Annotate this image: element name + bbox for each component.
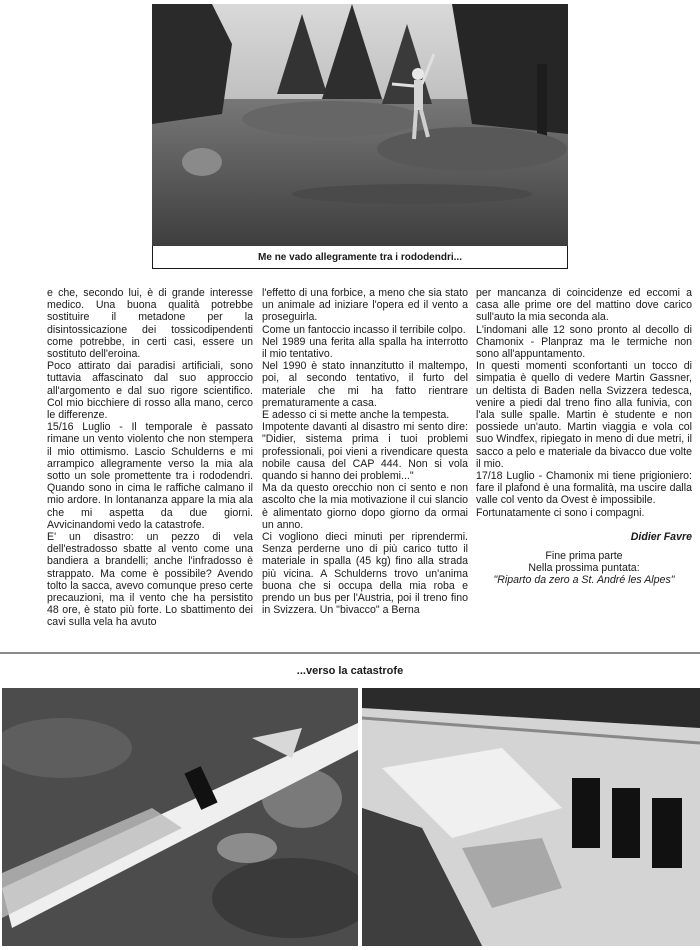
next-episode-title: "Riparto da zero a St. André les Alpes" (493, 574, 675, 587)
paragraph: Ci vogliono dieci minuti per riprendermi. Senza perderne uno di più carico tutto il materiale in spalla (45 kg) fino alla strada più vicina. A Schulderns trovo un'anima buona che si occupa della mia roba e prendo un bus per l'Austria, poi il treno fino in Svizzera. Un "bivacco" a Berna (262, 531, 468, 617)
paragraph: Fortunatamente ci sono i compagni. (476, 506, 645, 519)
paragraph: e che, secondo lui, è di grande interesse medico. Una buona qualità potrebbe sostituire il metadone per la disintossicazione dei tossicodipendenti come potrebbe, in certi casi, essere un sostituto dell'eroina. (47, 287, 253, 361)
end-note-line: Nella prossima puntata: (528, 562, 640, 575)
photo-torn-sail (362, 688, 700, 946)
paragraph: Ma da questo orecchio non ci sento e non ascolto che la mia motivazione il cui slancio è alimentato giorno dopo giorno da ormai un anno. (262, 482, 468, 531)
paragraph: Impotente davanti al disastro mi sento dire: "Didier, sistema prima i tuoi problemi professionali, poi vieni a rivendicare questa nobile causa del CAP 444. Non si vola quando si hanno dei problemi..." (262, 421, 468, 483)
paragraph: 17/18 Luglio - Chamonix mi tiene prigioniero: fare il plafond è una formalità, ma uscire dalla valle col vento da Ovest è impossibile. (476, 470, 692, 507)
article-column-2 (262, 287, 468, 616)
paragraph: Come un fantoccio incasso il terribile colpo. (262, 323, 466, 336)
paragraph: l'effetto di una forbice, a meno che sia stato un animale ad iniziare l'opera ed il vento a proseguirla. (262, 287, 468, 324)
paragraph: Nel 1990 è stato innanzitutto il maltempo, poi, al secondo tentativo, il furto del materiale che mi ha fatto rientrare prematuramente a casa. (262, 360, 468, 409)
photo-broken-frame (2, 688, 358, 946)
author-signature: Didier Favre (630, 530, 692, 543)
article-column-1 (47, 287, 253, 629)
series-end-note (476, 550, 692, 587)
paragraph: Nel 1989 una ferita alla spalla ha interrotto il mio tentativo. (262, 335, 468, 361)
end-note-line: Fine prima parte (545, 550, 623, 563)
photo-rhododendrons (152, 4, 568, 246)
photo-caption-text: Me ne vado allegramente tra i rododendri... (258, 251, 462, 263)
paragraph: L'indomani alle 12 sono pronto al decollo di Chamonix - Planpraz ma le termiche non sono all'appuntamento. (476, 323, 692, 361)
section-caption: ...verso la catastrofe (296, 665, 404, 677)
paragraph: E adesso ci si mette anche la tempesta. (262, 409, 450, 422)
photo-caption (152, 246, 568, 269)
paragraph: 15/16 Luglio - Il temporale è passato rimane un vento violento che non stempera il mio ottimismo. Lascio Schulderns e mi arrampico allegramente verso la mia ala sotto un sole promettente tra i rododendri. Quando sono in cima le raffiche calmano il mio ardore. In lontananza appare la mia ala che mi aspetta da due giorni. Avvicinandomi vedo la catastrofe. (47, 421, 253, 531)
article-column-3 (476, 287, 692, 587)
paragraph: Poco attirato dai paradisi artificiali, sono tuttavia affascinato dal suo approccio all'argomento e dal suo rigore scientifico. Col mio bicchiere di rosso alla mano, cerco le differenze. (47, 360, 253, 422)
paragraph: In questi momenti sconfortanti un tocco di simpatia è quello di vedere Martin Gassner, un deltista di Baden nella Svizzera tedesca, venire a piedi dal treno fino alla funivia, con l'ala sulle spalle. Martin è studente e non possiede un'auto. Martin viaggia e vola col suo Windfex, ripiegato in meno di due metri, il sacco a pelo e materiale da bivacco due volte il mio. (476, 360, 692, 470)
paragraph: E' un disastro: un pezzo di vela dell'estradosso sbatte al vento come una bandiera a brandelli; anche l'infradosso è strappato. Ma come è possibile? Avendo tolto la sacca, avevo comunque preso certe precauzioni, ma il vento che ha persistito 48 ore, è stato più forte. Lo sbattimento dei cavi sulla vela ha avuto (47, 531, 253, 629)
paragraph: per mancanza di coincidenze ed eccomi a casa alle prime ore del mattino dove carico sull'auto la mia seconda ala. (476, 287, 692, 324)
section-divider (0, 652, 700, 654)
